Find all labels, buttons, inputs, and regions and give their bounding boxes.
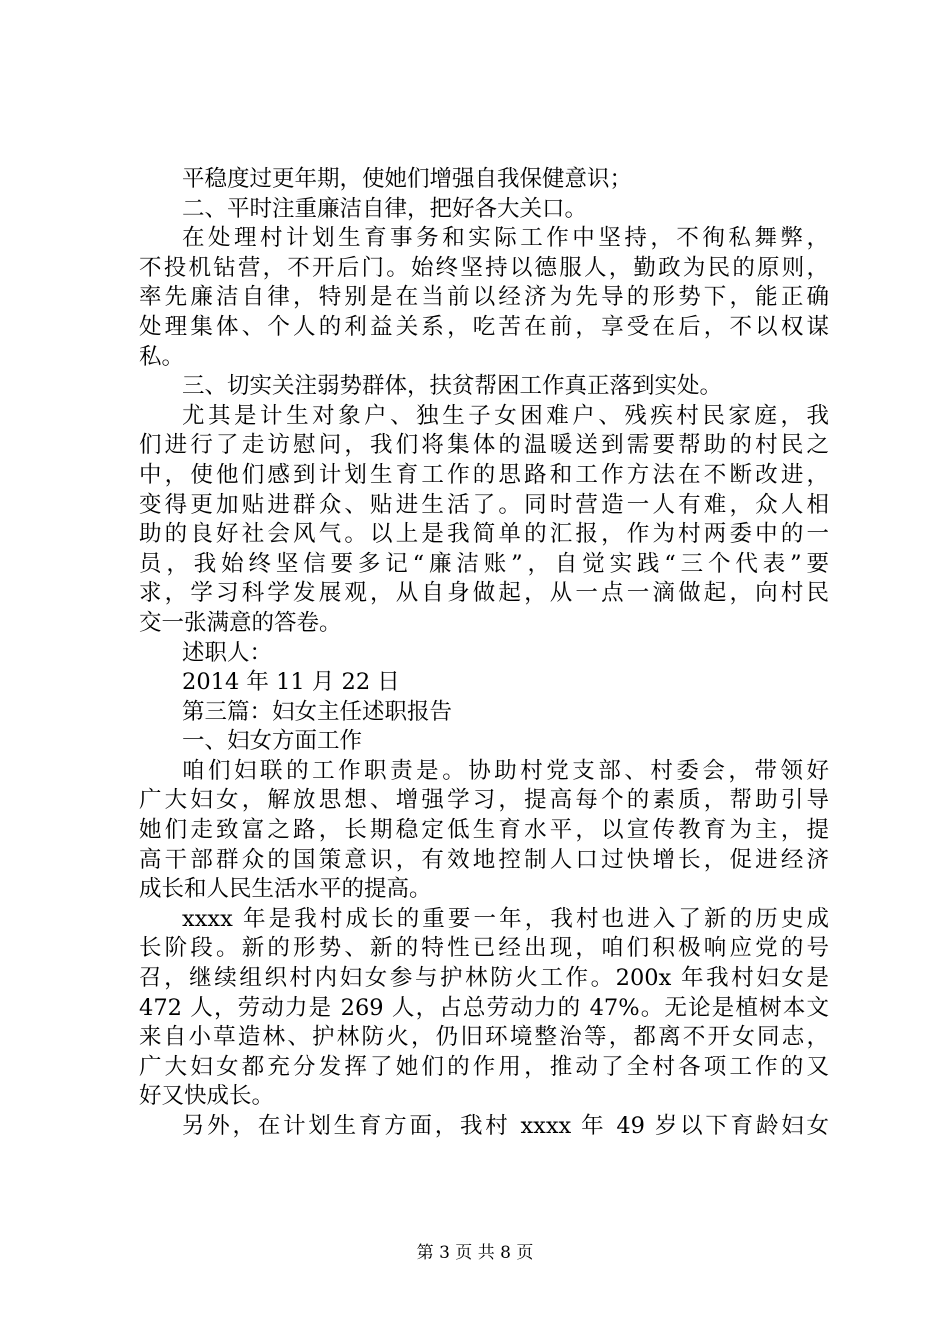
text-line: 率先廉洁自律，特别是在当前以经济为先导的形势下，能正确: [139, 284, 829, 311]
text-line: 广大妇女都充分发挥了她们的作用，推动了全村各项工作的又: [139, 1053, 829, 1080]
text-line: 一、妇女方面工作: [182, 728, 363, 755]
text-line: 另外，在计划生育方面，我村 xxxx 年 49 岁以下育龄妇女: [182, 1113, 829, 1139]
text-line: xxxx 年是我村成长的重要一年，我村也进入了新的历史成: [182, 905, 829, 932]
text-line: 尤其是计生对象户、独生子女困难户、残疾村民家庭，我: [182, 402, 829, 429]
text-line: 变得更加贴进群众、贴进生活了。同时营造一人有难，众人相: [139, 491, 829, 518]
body-text: [139, 165, 829, 1142]
text-line: 中，使他们感到计划生育工作的思路和工作方法在不断改进，: [139, 461, 829, 488]
text-line: 私。: [139, 343, 185, 370]
text-line: 求，学习科学发展观，从自身做起，从一点一滴做起，向村民: [139, 580, 829, 607]
text-line: 不投机钻营，不开后门。始终坚持以德服人，勤政为民的原则，: [139, 254, 829, 281]
text-line: 2014 年 11 月 22 日: [182, 669, 400, 696]
text-line: 助的良好社会风气。以上是我简单的汇报，作为村两委中的一: [139, 521, 829, 548]
text-line: 高干部群众的国策意识，有效地控制人口过快增长，促进经济: [139, 846, 829, 873]
text-line: 处理集体、个人的利益关系，吃苦在前，享受在后，不以权谋: [139, 313, 829, 340]
text-line: 召，继续组织村内妇女参与护林防火工作。200x 年我村妇女是: [139, 965, 829, 992]
text-line: 好又快成长。: [139, 1083, 275, 1110]
text-line: 长阶段。新的形势、新的特性已经出现，咱们积极响应党的号: [139, 935, 829, 962]
text-line: 成长和人民生活水平的提高。: [139, 876, 432, 903]
text-line: 广大妇女，解放思想、增强学习，提高每个的素质，帮助引导: [139, 787, 829, 814]
text-line: 们进行了走访慰问，我们将集体的温暖送到需要帮助的村民之: [139, 432, 829, 459]
text-line: 她们走致富之路，长期稳定低生育水平，以宣传教育为主，提: [139, 817, 829, 844]
text-line: 员，我始终坚信要多记“廉洁账”，自觉实践“三个代表”要: [139, 550, 829, 577]
text-line: 在处理村计划生育事务和实际工作中坚持，不徇私舞弊，: [182, 225, 829, 252]
text-line: 第三篇：妇女主任述职报告: [182, 698, 453, 725]
text-line: 二、平时注重廉洁自律，把好各大关口。: [182, 195, 588, 222]
text-line: 平稳度过更年期，使她们增强自我保健意识；: [182, 166, 633, 192]
text-line: 咱们妇联的工作职责是。协助村党支部、村委会，带领好: [182, 757, 829, 784]
text-line: 来自小草造林、护林防火，仍旧环境整治等，都离不开女同志，: [139, 1024, 829, 1051]
text-line: 交一张满意的答卷。: [139, 609, 342, 636]
page-footer: 第 3 页 共 8 页: [416, 1243, 534, 1263]
text-line: 三、切实关注弱势群体，扶贫帮困工作真正落到实处。: [182, 373, 723, 400]
text-line: 472 人，劳动力是 269 人，占总劳动力的 47%。无论是植树本文: [139, 994, 829, 1021]
text-line: 述职人：: [182, 639, 273, 666]
